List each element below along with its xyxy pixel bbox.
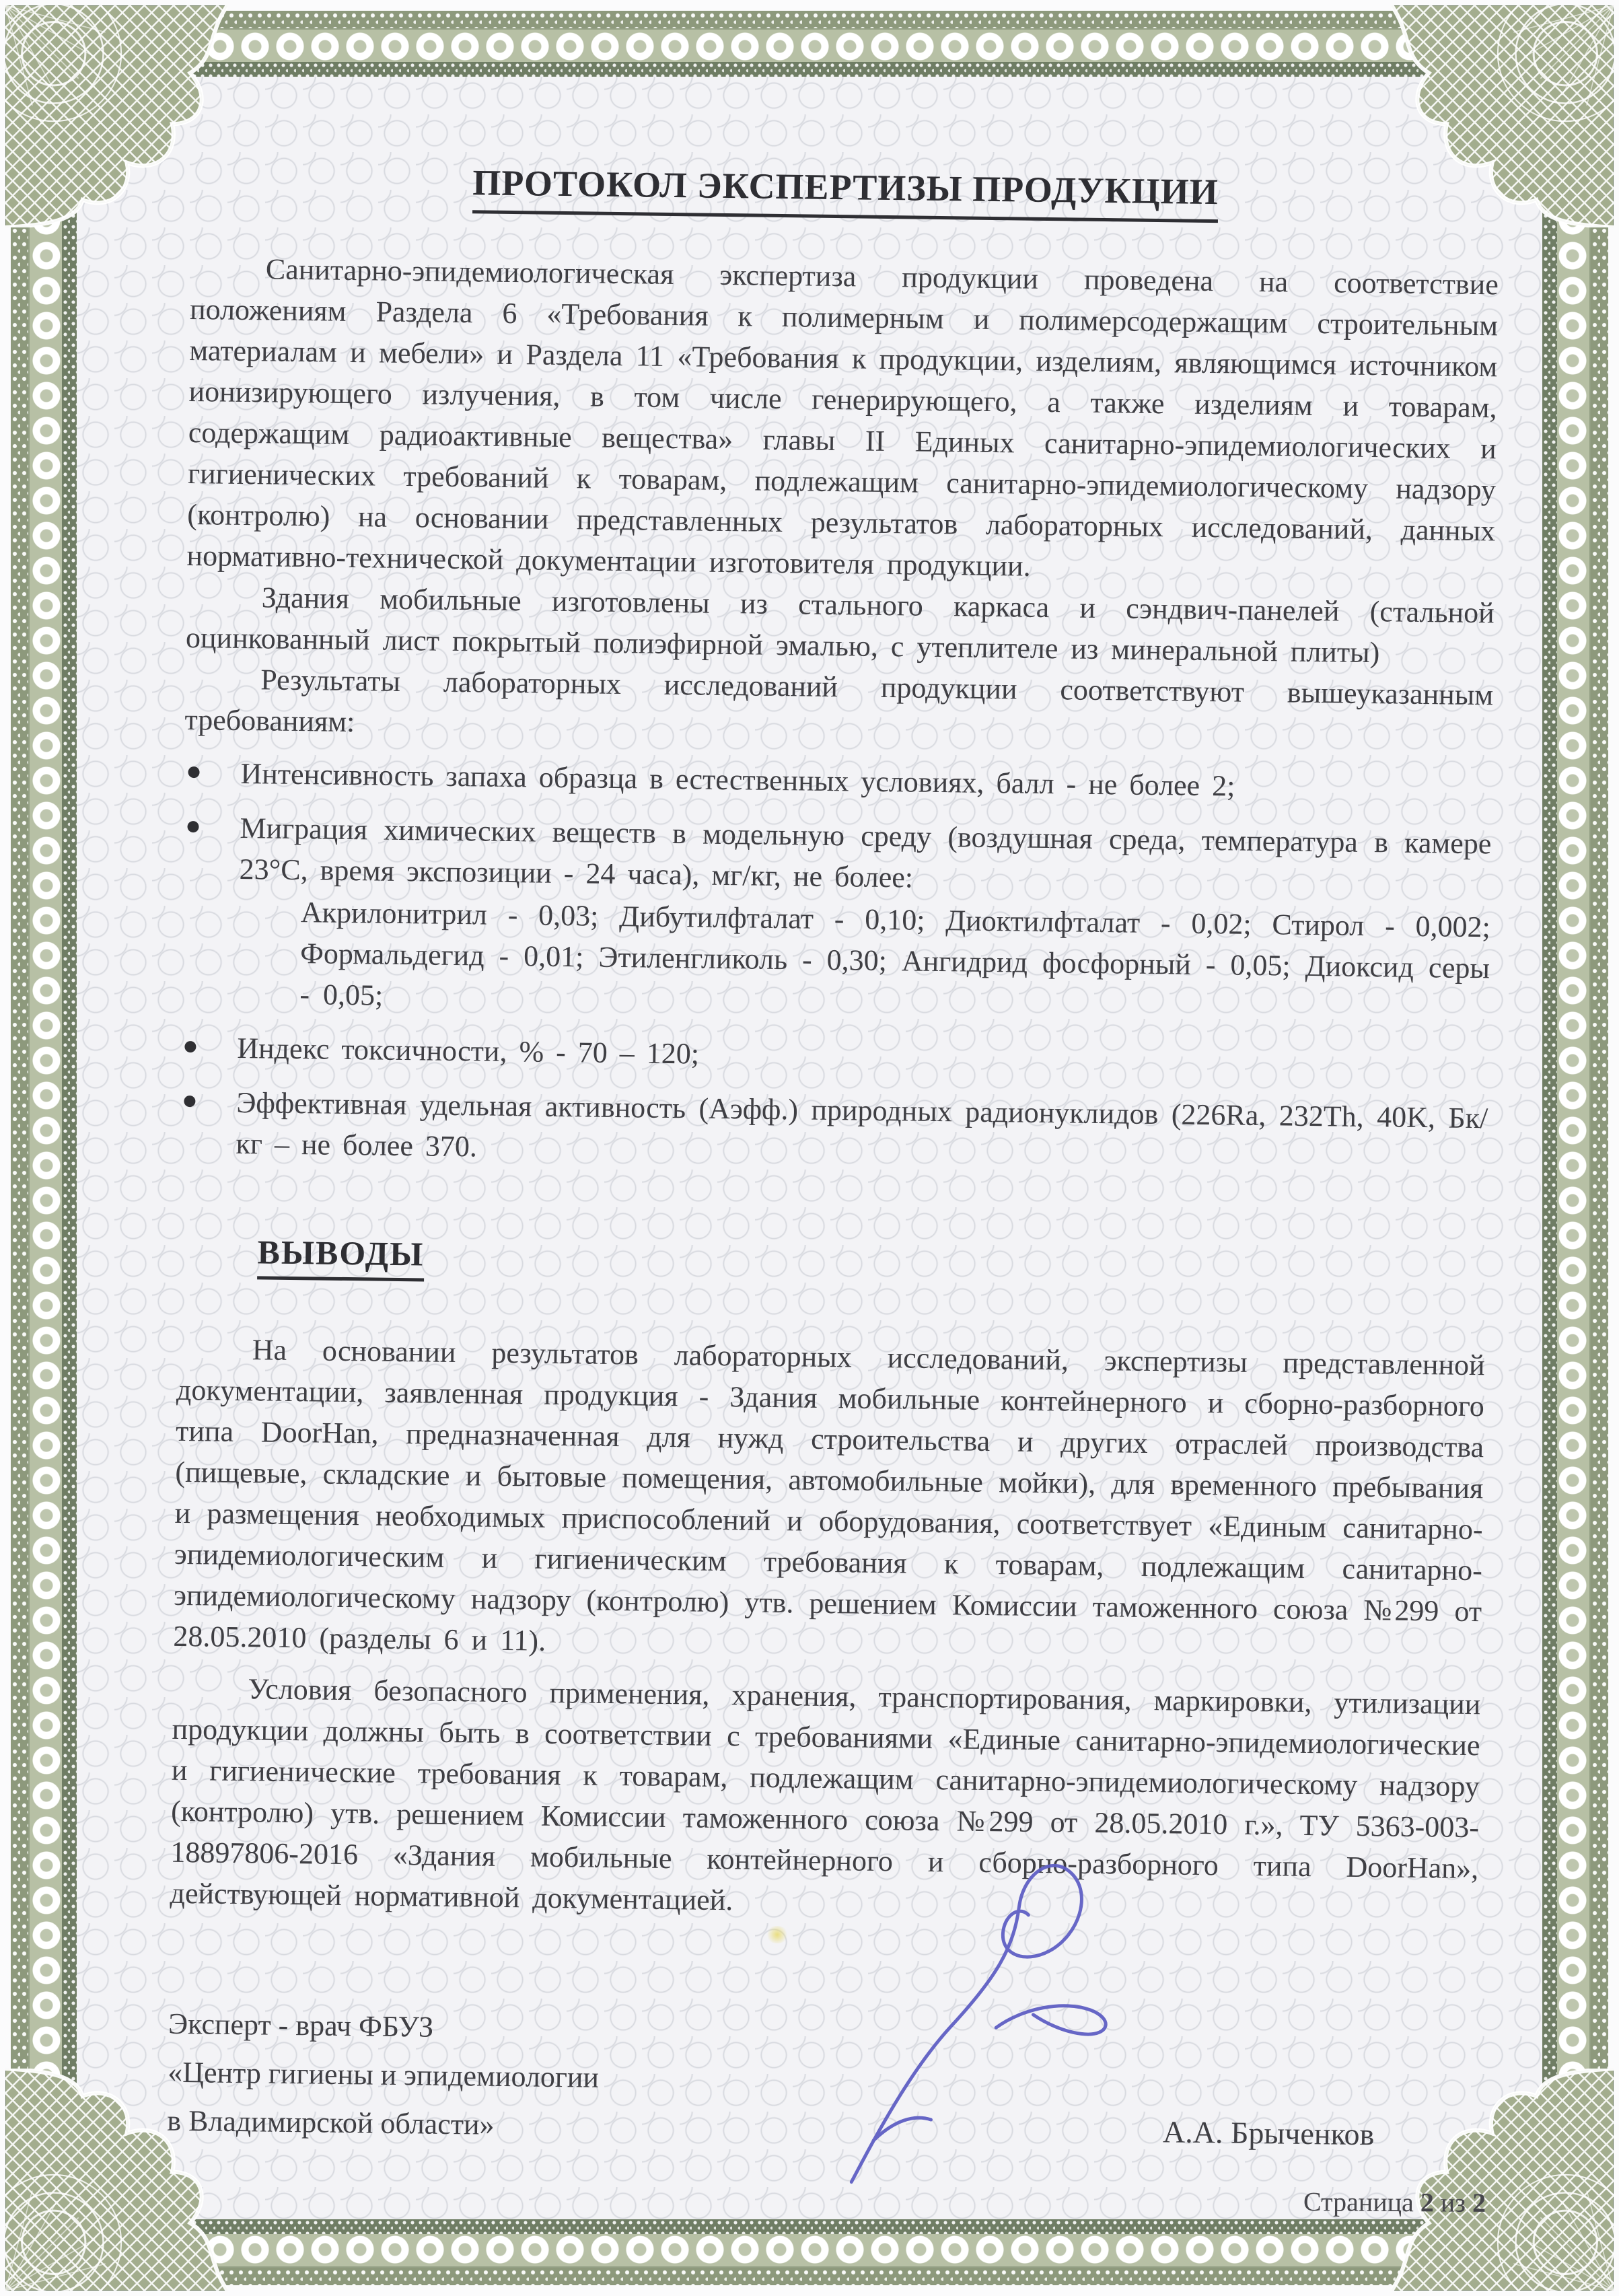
page-title: ПРОТОКОЛ ЭКСПЕРТИЗЫ ПРОДУКЦИИ (472, 162, 1219, 223)
signature-block (167, 2000, 1477, 2161)
border-chain-band-top (11, 11, 1608, 28)
border-inner-chain-top (62, 62, 1557, 77)
list-item-text: Интенсивность запаха образца в естественных условиях, балл - не более 2; (240, 756, 1235, 803)
border-chain-band-left (11, 11, 28, 2285)
signatory-name: А.А. Брыченков (1162, 2114, 1375, 2152)
bullet-icon (187, 821, 199, 832)
handwritten-signature-icon (772, 1823, 1153, 2191)
border-inner-chain-right (1542, 62, 1557, 2234)
border-medallion-band-right (1554, 28, 1591, 2268)
intro-paragraph: Санитарно-эпидемиологическая экспертиза продукции проведена на соответствие положениям Раздела 6 «Требования к полимерным и полимерсодержащим строительным материалам и мебели» и Раздела 11 «Требования к продукции, изделиям, являющимся источником ионизирующего излучения, в том числе генерирующего, а также изделиям и товарам, содержащим радиоактивные вещества» главы II Единых санитарно-эпидемиологических и гигиенических требований к товарам, подлежащим санитарно-эпидемиологическому надзору (контролю) на основании представленных результатов лабораторных исследований, данных нормативно-технической документации изготовителя продукции. (186, 252, 1499, 583)
list-item-text: Миграция химических веществ в модельную среду (воздушная среда, температура в камере 23°С, время экспозиции - 24 часа), мг/кг, не более: (239, 811, 1492, 894)
intro-paragraph: Здания мобильные изготовлены из стального каркаса и сэндвич-панелей (стальной оцинкованный лист покрытый полиэфирной эмалью, с утеплителе из минеральной плиты) (185, 581, 1495, 670)
bullet-icon (184, 1096, 195, 1107)
border-inner-chain-left (62, 62, 77, 2234)
list-item (179, 1081, 1488, 1180)
conclusion-paragraph: На основании результатов лабораторных исследований, экспертизы представленной документации, заявленная продукция - Здания мобильные контейнерного и сборно-разборного типа DoorHan, предназначенная для нужд строительства и других отраслей производства (пищевые, складские и бытовые помещения, автомобильные мойки), для временного пребывания и размещения необходимых приспособлений и оборудования, соответствует «Единым санитарно-эпидемиологическим и гигиеническим требования к товарам, подлежащим санитарно-эпидемиологическому надзору (контролю) утв. решением Комиссии таможенного союза №299 от 28.05.2010 (разделы 6 и 11). (173, 1333, 1485, 1657)
border-medallion-band-bottom (28, 2231, 1591, 2268)
border-medallion-band-left (28, 28, 65, 2268)
border-chain-band-right (1591, 11, 1608, 2285)
list-item (184, 752, 1492, 810)
bullet-icon (184, 1041, 196, 1052)
requirements-list (179, 752, 1492, 1180)
signatory-organization (167, 2000, 600, 2151)
bullet-icon (188, 766, 199, 778)
list-item-detail: Акрилонитрил - 0,03; Дибутилфталат - 0,10; Диоктилфталат - 0,02; Стирол - 0,002; Формальдегид - 0,01; Этиленгликоль - 0,30; Ангидрид фосфорный - 0,05; Диоксид серы - 0,05; (299, 896, 1491, 1012)
page-number: Страница 2 из 2 (1303, 2186, 1486, 2218)
document-body (167, 159, 1500, 2161)
list-item-text: Эффективная удельная активность (Аэфф.) природных радионуклидов (226Ra, 232Th, 40K, Бк/кг – не более 370. (236, 1085, 1488, 1163)
border-inner-chain-bottom (62, 2219, 1557, 2234)
border-chain-band-bottom (11, 2268, 1608, 2285)
signatory-line: Эксперт - врач ФБУЗ (168, 2007, 434, 2044)
signatory-line: «Центр гигиены и эпидемиологии (167, 2055, 600, 2094)
conclusions-heading: ВЫВОДЫ (257, 1231, 1486, 1288)
conclusion-paragraph: Условия безопасного применения, хранения, транспортирования, маркировки, утилизации продукции должны быть в соответствии с требованиями «Единые санитарно-эпидемиологические и гигиенические требования к товарам, подлежащим санитарно-эпидемиологическому надзору (контролю) утв. решением Комиссии таможенного союза №299 от 28.05.2010 г.», ТУ 5363-003-18897806-2016 «Здания мобильные контейнерного и сборно-разборного типа DoorHan», действующей нормативной документацией. (170, 1672, 1481, 1917)
list-item (180, 1027, 1489, 1084)
signatory-line: в Владимирской области» (167, 2104, 495, 2141)
list-item (181, 807, 1492, 1030)
border-medallion-band-top (28, 28, 1591, 65)
list-item-text: Индекс токсичности, % - 70 – 120; (237, 1031, 700, 1071)
intro-paragraph: Результаты лабораторных исследований продукции соответствуют вышеуказанным требованиям: (184, 663, 1494, 739)
